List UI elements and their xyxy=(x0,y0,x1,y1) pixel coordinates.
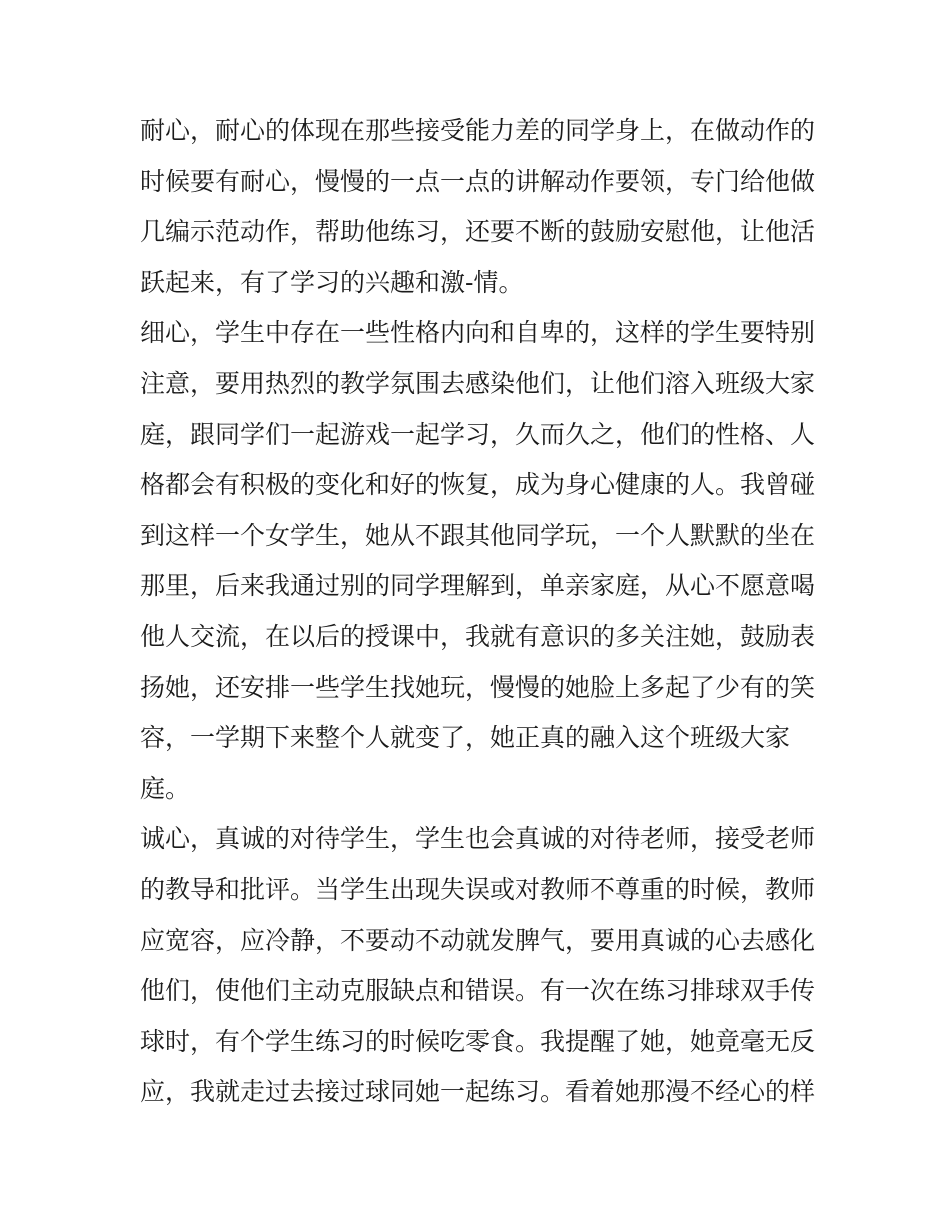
text-line: 格都会有积极的变化和好的恢复，成为身心健康的人。我曾碰 xyxy=(140,470,816,500)
paragraph-patience xyxy=(140,106,820,308)
paragraph-sincerity xyxy=(140,814,820,1118)
text-line: 应，我就走过去接过球同她一起练习。看着她那漫不经心的样 xyxy=(140,1077,816,1107)
text-line: 细心，学生中存在一些性格内向和自卑的，这样的学生要特别 xyxy=(140,318,816,348)
text-line: 庭，跟同学们一起游戏一起学习，久而久之，他们的性格、人 xyxy=(140,419,816,449)
text-line: 跃起来，有了学习的兴趣和激-情。 xyxy=(140,267,524,297)
text-line: 几编示范动作，帮助他练习，还要不断的鼓励安慰他，让他活 xyxy=(140,217,816,247)
text-line: 注意，要用热烈的教学氛围去感染他们，让他们溶入班级大家 xyxy=(140,368,816,398)
text-line: 耐心，耐心的体现在那些接受能力差的同学身上，在做动作的 xyxy=(140,116,816,145)
text-line: 那里，后来我通过别的同学理解到，单亲家庭，从心不愿意喝 xyxy=(140,571,816,601)
text-line: 他人交流，在以后的授课中，我就有意识的多关注她，鼓励表 xyxy=(140,621,816,651)
text-line: 容，一学期下来整个人就变了，她正真的融入这个班级大家 xyxy=(140,723,791,753)
text-line: 时候要有耐心，慢慢的一点一点的讲解动作要领，专门给他做 xyxy=(140,166,816,196)
text-line: 球时，有个学生练习的时候吃零食。我提醒了她，她竟毫无反 xyxy=(140,1026,816,1056)
text-line: 扬她，还安排一些学生找她玩，慢慢的她脸上多起了少有的笑 xyxy=(140,672,816,702)
text-line: 到这样一个女学生，她从不跟其他同学玩，一个人默默的坐在 xyxy=(140,520,816,550)
text-line: 的教导和批评。当学生出现失误或对教师不尊重的时候，教师 xyxy=(140,874,816,904)
text-line: 他们，使他们主动克服缺点和错误。有一次在练习排球双手传 xyxy=(140,976,816,1006)
paragraph-carefulness xyxy=(140,308,820,814)
text-line: 庭。 xyxy=(140,773,191,803)
document-body xyxy=(140,106,820,1118)
text-line: 应宽容，应冷静，不要动不动就发脾气，要用真诚的心去感化 xyxy=(140,925,816,955)
text-line: 诚心，真诚的对待学生，学生也会真诚的对待老师，接受老师 xyxy=(140,824,816,854)
